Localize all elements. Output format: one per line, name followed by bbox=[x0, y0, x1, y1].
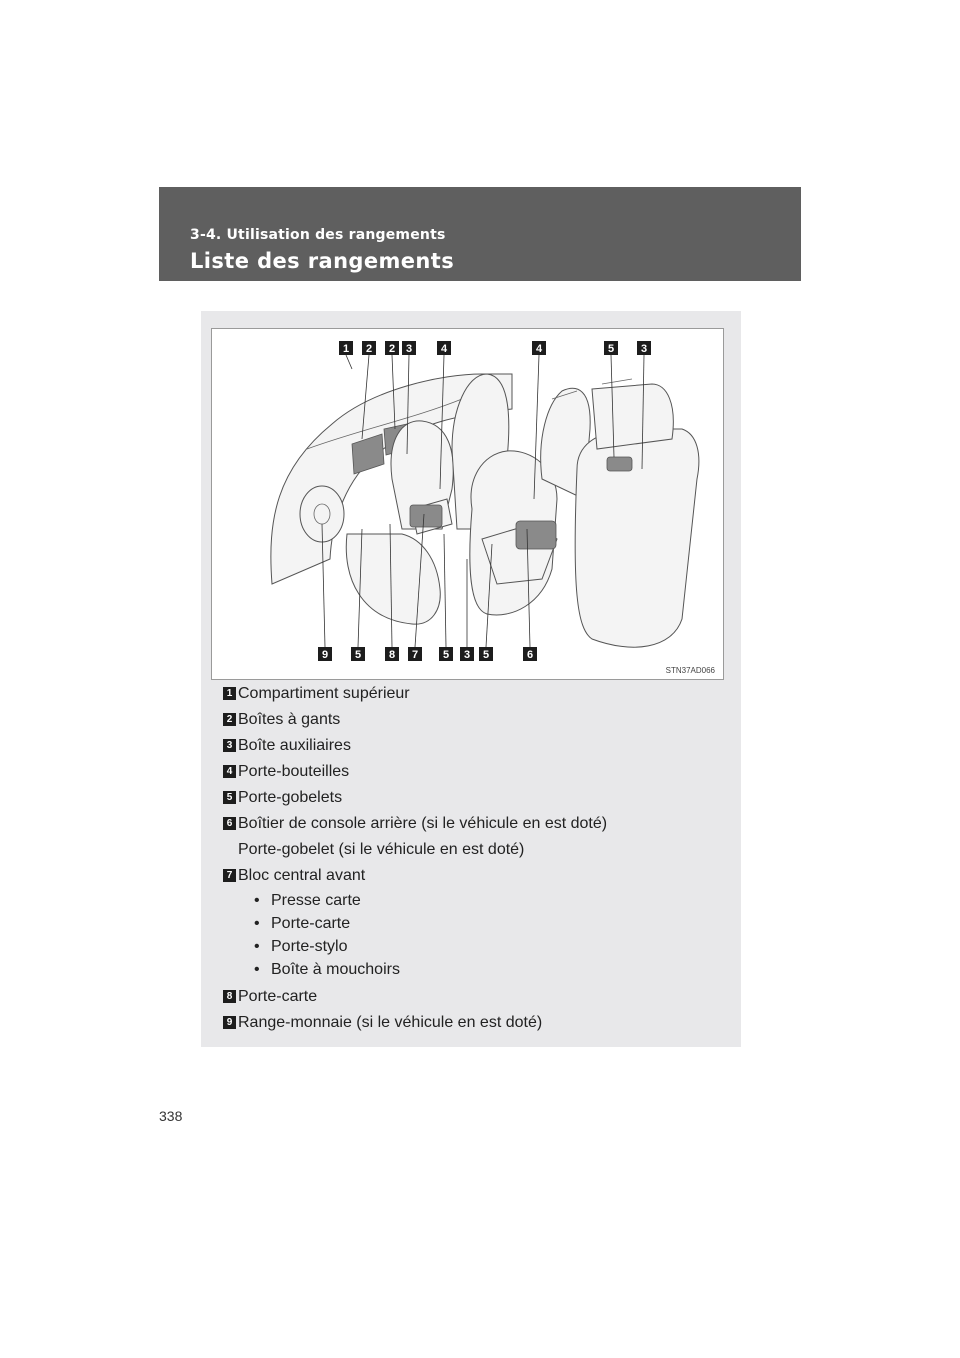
legend-item bbox=[223, 984, 733, 1010]
svg-text:8: 8 bbox=[388, 649, 396, 661]
svg-text:5: 5 bbox=[442, 649, 450, 661]
car-interior-drawing bbox=[212, 329, 723, 679]
svg-text:3: 3 bbox=[405, 343, 413, 355]
legend-label: Boîtier de console arrière (si le véhicule en est doté) bbox=[238, 815, 608, 832]
legend-number: 3 bbox=[223, 739, 236, 752]
storage-legend bbox=[223, 681, 733, 1036]
legend-item bbox=[223, 759, 733, 785]
callout-marker-bottom bbox=[318, 647, 332, 661]
callout-marker-bottom bbox=[408, 647, 422, 661]
legend-number: 6 bbox=[223, 817, 236, 830]
legend-bullet: • Porte-carte bbox=[254, 915, 351, 932]
legend-number: 9 bbox=[223, 1016, 236, 1029]
svg-text:5: 5 bbox=[354, 649, 362, 661]
svg-text:6: 6 bbox=[526, 649, 534, 661]
legend-label: Compartiment supérieur bbox=[238, 685, 410, 702]
svg-text:2: 2 bbox=[365, 343, 373, 355]
page-number: 338 bbox=[159, 1108, 183, 1124]
callout-marker-top bbox=[339, 341, 353, 355]
svg-text:5: 5 bbox=[607, 343, 615, 355]
svg-text:5: 5 bbox=[482, 649, 490, 661]
svg-text:3: 3 bbox=[640, 343, 648, 355]
legend-label: Porte-gobelets bbox=[238, 789, 343, 806]
svg-text:3: 3 bbox=[463, 649, 471, 661]
legend-item bbox=[223, 811, 733, 837]
callout-marker-bottom bbox=[351, 647, 365, 661]
figure-code: STN37AD066 bbox=[665, 666, 715, 675]
svg-text:4: 4 bbox=[440, 343, 448, 355]
callout-marker-bottom bbox=[439, 647, 453, 661]
legend-number: 2 bbox=[223, 713, 236, 726]
legend-item bbox=[223, 785, 733, 811]
callout-marker-top bbox=[402, 341, 416, 355]
legend-number: 8 bbox=[223, 990, 236, 1003]
legend-number: 4 bbox=[223, 765, 236, 778]
section-label: 3-4. Utilisation des rangements bbox=[190, 227, 446, 243]
legend-bullet: • Porte-stylo bbox=[254, 938, 348, 955]
callout-leader-line bbox=[444, 534, 446, 647]
content-panel bbox=[201, 311, 741, 1047]
svg-text:7: 7 bbox=[411, 649, 419, 661]
svg-text:9: 9 bbox=[321, 649, 329, 661]
interior-illustration bbox=[211, 328, 724, 680]
legend-item bbox=[223, 733, 733, 759]
legend-number: 5 bbox=[223, 791, 236, 804]
svg-text:2: 2 bbox=[388, 343, 396, 355]
svg-text:4: 4 bbox=[535, 343, 543, 355]
callout-marker-top bbox=[532, 341, 546, 355]
legend-bullet: • Boîte à mouchoirs bbox=[254, 961, 400, 978]
callout-marker-top bbox=[362, 341, 376, 355]
callout-marker-top bbox=[637, 341, 651, 355]
legend-label: Bloc central avant bbox=[238, 867, 366, 884]
legend-label: Range-monnaie (si le véhicule en est doté) bbox=[238, 1014, 543, 1031]
callout-marker-top bbox=[604, 341, 618, 355]
callout-marker-bottom bbox=[385, 647, 399, 661]
callout-marker-top bbox=[385, 341, 399, 355]
legend-sub-label: Porte-gobelet (si le véhicule en est doté) bbox=[238, 841, 525, 858]
legend-bullet: • Presse carte bbox=[254, 892, 361, 909]
legend-number: 1 bbox=[223, 687, 236, 700]
legend-item bbox=[223, 681, 733, 707]
callout-marker-bottom bbox=[523, 647, 537, 661]
legend-item bbox=[223, 1010, 733, 1036]
callout-marker-bottom bbox=[479, 647, 493, 661]
legend-label: Boîtes à gants bbox=[238, 711, 341, 728]
legend-label: Porte-carte bbox=[238, 988, 318, 1005]
legend-label: Boîte auxiliaires bbox=[238, 737, 351, 754]
legend-number: 7 bbox=[223, 869, 236, 882]
section-header bbox=[159, 187, 801, 281]
page-title: Liste des rangements bbox=[190, 249, 455, 273]
legend-label: Porte-bouteilles bbox=[238, 763, 350, 780]
svg-text:1: 1 bbox=[342, 343, 350, 355]
callout-marker-top bbox=[437, 341, 451, 355]
legend-item bbox=[223, 863, 733, 889]
callout-marker-bottom bbox=[460, 647, 474, 661]
callout-leader-line bbox=[346, 355, 352, 369]
legend-item bbox=[223, 707, 733, 733]
